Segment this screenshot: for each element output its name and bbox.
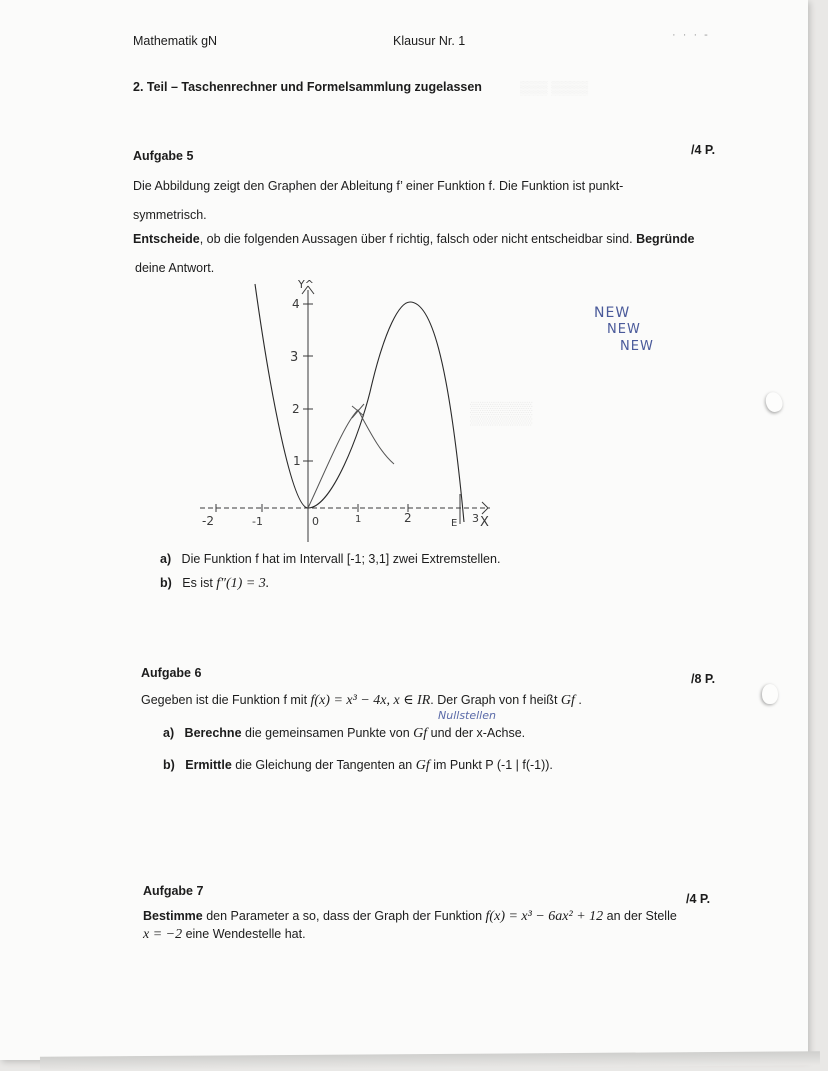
task6-part-b <box>163 757 553 774</box>
formula: f(x) = x³ − 4x, x ∈ IR <box>310 693 431 708</box>
handwritten-note: Nullstellen <box>438 709 496 722</box>
task7-points: /4 P. <box>686 892 711 906</box>
part-text: die Gleichung der Tangenten an <box>231 758 416 772</box>
handwritten-note: NEW <box>594 305 631 321</box>
task6-title: Aufgabe 6 <box>141 666 202 680</box>
intro-text: Gegeben ist die Funktion f mit <box>141 693 311 707</box>
instruction-text: , ob die folgenden Aussagen über f richtig, falsch oder nicht entscheidbar sind. <box>199 232 637 246</box>
formula: x = −2 <box>143 927 183 942</box>
part-text: im Punkt P (-1 | f(-1)). <box>429 758 553 772</box>
task-text: an der Stelle <box>603 909 677 923</box>
x-tick-label: 0 <box>312 515 319 528</box>
graph-name: Gf <box>415 758 430 773</box>
intro-text: . Der Graph von f heißt <box>430 693 561 707</box>
x-axis-label: X <box>480 515 489 530</box>
part-text: Es ist <box>182 576 217 590</box>
handwritten-note: NEW <box>607 322 641 337</box>
task-keyword: Berechne <box>184 726 242 740</box>
task5-instruction <box>133 231 694 247</box>
task5-intro-line2: symmetrisch. <box>133 208 207 222</box>
instruction-keyword: Entscheide <box>133 232 200 246</box>
handwritten-x-mark: E <box>451 518 458 529</box>
x-tick-label: 2 <box>404 511 412 525</box>
x-tick-label: 1 <box>355 514 362 525</box>
part-label: a) <box>160 552 172 566</box>
task7-text-line2 <box>143 926 306 943</box>
y-tick-label: 4 <box>292 297 300 311</box>
graph-name: Gf <box>560 693 575 708</box>
derivative-graph <box>180 272 510 552</box>
task5-title: Aufgabe 5 <box>133 149 194 163</box>
task7-title: Aufgabe 7 <box>143 884 204 898</box>
task-text: eine Wendestelle hat. <box>182 927 306 941</box>
show-through-text: ▒▒▒▒ <box>470 400 533 425</box>
header-subject: Mathematik gN <box>133 34 218 48</box>
part-label: b) <box>160 576 172 590</box>
y-tick-label: 3 <box>290 350 299 365</box>
formula: f″(1) = 3. <box>216 576 270 591</box>
part-text: und der x-Achse. <box>427 726 526 740</box>
formula: f(x) = x³ − 6ax² + 12 <box>485 909 604 924</box>
part-text: die gemeinsamen Punkte von <box>241 726 414 740</box>
corner-mark: · · · - <box>672 29 710 41</box>
task-text: den Parameter a so, dass der Graph der Funktion <box>202 909 486 923</box>
task5-part-b <box>160 575 269 592</box>
part-text: Die Funktion f hat im Intervall [-1; 3,1] zwei Extremstellen. <box>181 552 501 566</box>
punch-hole <box>762 684 778 704</box>
part-label: a) <box>163 726 175 740</box>
section-title: 2. Teil – Taschenrechner und Formelsammlung zugelassen <box>133 80 482 94</box>
x-axis-arrow <box>482 502 488 508</box>
handwritten-cross <box>352 404 364 418</box>
graph-name: Gf <box>413 726 428 741</box>
task5-part-a <box>160 551 500 567</box>
task5-points: /4 P. <box>691 143 716 157</box>
task6-intro: Gegeben ist die Funktion f mit f(x) = x³ − 4x, x ∈ IR. Der Graph von f heißt Gf . <box>141 693 582 708</box>
handwritten-note: NEW <box>620 339 654 354</box>
instruction-keyword: Begründe <box>636 232 695 246</box>
task6-points: /8 P. <box>691 672 716 686</box>
task5-instruction-line2: deine Antwort. <box>135 261 215 275</box>
x-tick-label: 3 <box>472 512 479 525</box>
task6-part-a <box>163 725 525 742</box>
y-tick-label: 1 <box>293 454 301 468</box>
x-tick-label: -1 <box>252 515 263 528</box>
handwritten-sketch <box>308 410 394 508</box>
task-keyword: Bestimme <box>143 909 203 923</box>
derivative-curve <box>255 284 464 522</box>
x-axis-arrow <box>482 508 488 514</box>
y-tick-label: 2 <box>292 402 300 416</box>
part-label: b) <box>163 758 175 772</box>
header-exam-title: Klausur Nr. 1 <box>393 34 466 48</box>
show-through-text: ▒▒▒ ▒▒▒▒ <box>520 80 589 95</box>
task5-intro-line1: Die Abbildung zeigt den Graphen der Ableitung f’ einer Funktion f. Die Funktion ist punkt- <box>133 179 624 193</box>
task7-text-line1 <box>143 908 677 925</box>
task-keyword: Ermittle <box>185 758 232 772</box>
x-tick-label: -2 <box>202 514 214 528</box>
y-axis-label: Y^ <box>298 278 314 291</box>
